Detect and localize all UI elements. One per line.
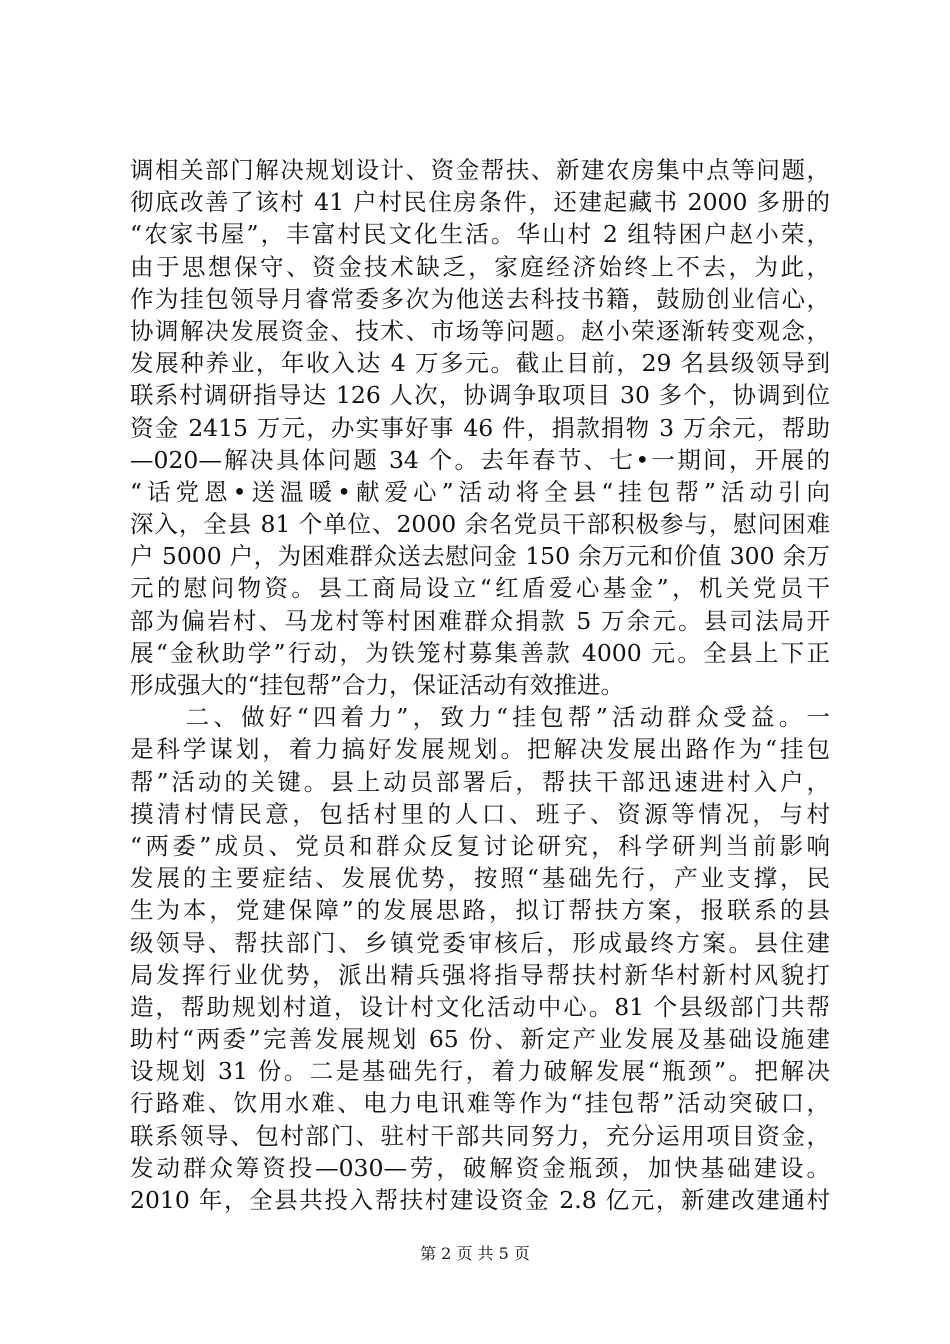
text-line: “话党恩•送温暖•献爱心”活动将全县“挂包帮”活动引向: [130, 477, 830, 506]
text-line: —020—解决具体问题 34 个。去年春节、七•一期间，开展的: [130, 445, 830, 474]
text-line: 是科学谋划，着力搞好发展规划。把解决发展出路作为“挂包: [130, 735, 830, 764]
text-line: 深入，全县 81 个单位、2000 余名党员干部积极参与，慰问困难: [130, 510, 830, 539]
text-line: 由于思想保守、资金技术缺乏，家庭经济始终上不去，为此，: [130, 252, 830, 281]
text-line: 局发挥行业优势，派出精兵强将指导帮扶村新华村新村风貌打: [130, 960, 830, 989]
text-line: 元的慰问物资。县工商局设立“红盾爱心基金”，机关党员干: [130, 574, 830, 603]
text-line: 发展种养业，年收入达 4 万多元。截止目前，29 名县级领导到: [130, 349, 830, 378]
text-line: 帮”活动的关键。县上动员部署后，帮扶干部迅速进村入户，: [130, 767, 830, 796]
text-line: 助村“两委”完善发展规划 65 份、新定产业发展及基础设施建: [130, 1025, 830, 1054]
text-line: 调相关部门解决规划设计、资金帮扶、新建农房集中点等问题，: [130, 156, 830, 184]
text-line: 造，帮助规划村道，设计村文化活动中心。81 个县级部门共帮: [130, 992, 830, 1021]
body-text: [130, 154, 830, 1216]
text-line: 发动群众筹资投—030—劳，破解资金瓶颈，加快基础建设。: [130, 1153, 830, 1182]
page-footer: 第 2 页 共 5 页: [420, 1244, 530, 1263]
text-line: 生为本，党建保障”的发展思路，拟订帮扶方案，报联系的县: [130, 896, 830, 925]
text-line: 2010 年，全县共投入帮扶村建设资金 2.8 亿元，新建改建通村: [130, 1186, 830, 1214]
text-line: 摸清村情民意，包括村里的人口、班子、资源等情况，与村: [130, 799, 830, 828]
text-line: 级领导、帮扶部门、乡镇党委审核后，形成最终方案。县住建: [130, 928, 830, 957]
text-line: 展“金秋助学”行动，为铁笼村募集善款 4000 元。全县上下正: [130, 638, 830, 667]
text-line: “农家书屋”，丰富村民文化生活。华山村 2 组特困户赵小荣，: [130, 220, 830, 249]
text-line: 户 5000 户，为困难群众送去慰问金 150 余万元和价值 300 余万: [130, 542, 830, 571]
text-line: 彻底改善了该村 41 户村民住房条件，还建起藏书 2000 多册的: [130, 188, 830, 217]
text-line: “两委”成员、党员和群众反复讨论研究，科学研判当前影响: [130, 831, 830, 860]
text-line: 形成强大的“挂包帮”合力，保证活动有效推进。: [130, 671, 625, 699]
text-line: 发展的主要症结、发展优势，按照“基础先行，产业支撑，民: [130, 864, 830, 893]
text-line: 资金 2415 万元，办实事好事 46 件，捐款捐物 3 万余元，帮助: [130, 413, 830, 442]
text-line: 联系村调研指导达 126 人次，协调争取项目 30 多个，协调到位: [130, 381, 830, 410]
text-line: 设规划 31 份。二是基础先行，着力破解发展“瓶颈”。把解决: [130, 1057, 830, 1086]
text-line: 协调解决发展资金、技术、市场等问题。赵小荣逐渐转变观念，: [130, 316, 830, 345]
text-line: 部为偏岩村、马龙村等村困难群众捐款 5 万余元。县司法局开: [130, 606, 830, 635]
text-line: 二、做好“四着力”，致力“挂包帮”活动群众受益。一: [130, 703, 830, 732]
text-line: 作为挂包领导月睿常委多次为他送去科技书籍，鼓励创业信心，: [130, 284, 830, 313]
text-line: 行路难、饮用水难、电力电讯难等作为“挂包帮”活动突破口，: [130, 1089, 830, 1118]
text-line: 联系领导、包村部门、驻村干部共同努力，充分运用项目资金，: [130, 1121, 830, 1150]
